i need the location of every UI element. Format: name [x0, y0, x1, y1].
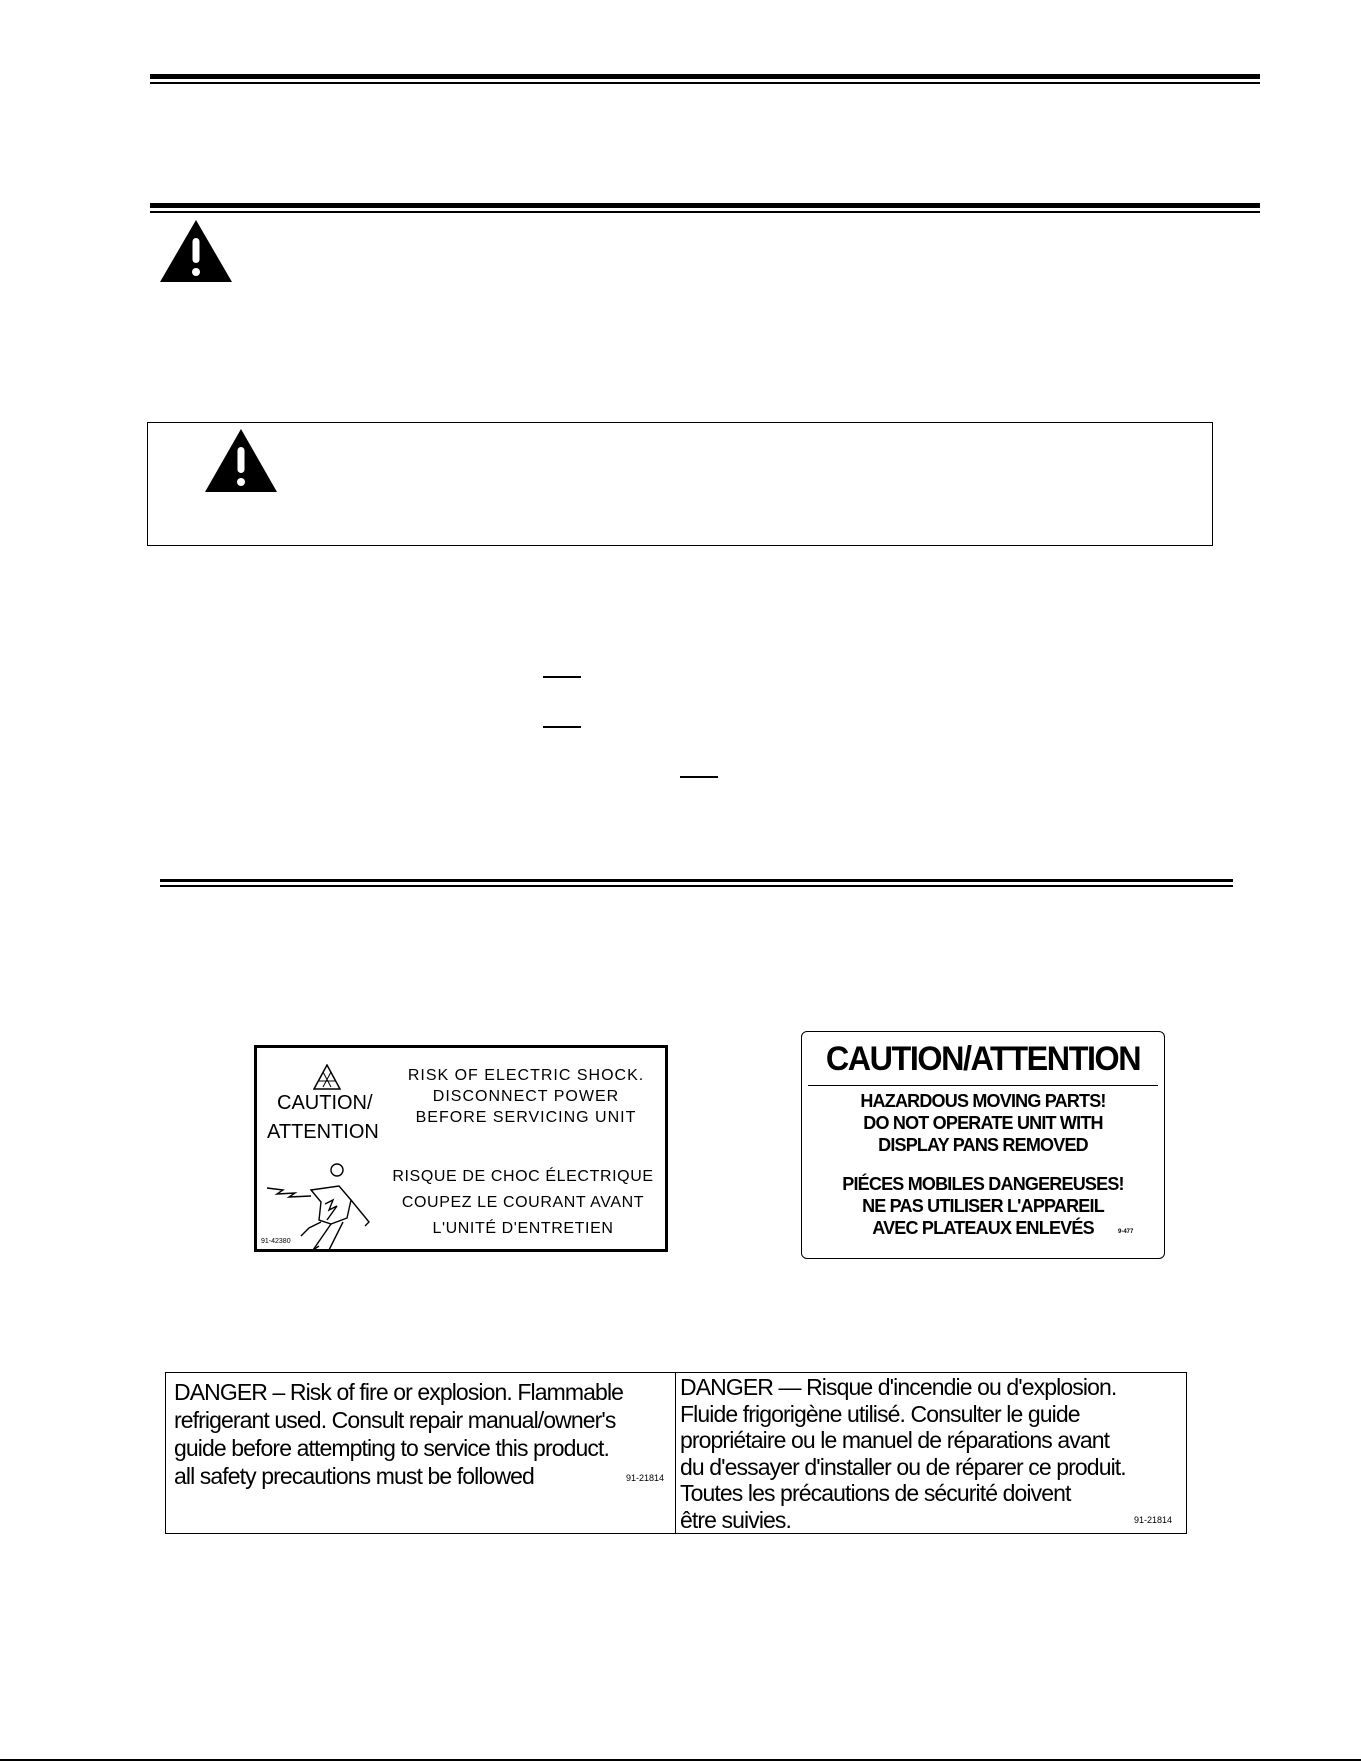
line: L'UNITÉ D'ENTRETIEN — [432, 1220, 614, 1237]
line: du d'essayer d'installer ou de réparer ce produit. — [680, 1453, 1126, 1480]
title-divider — [808, 1085, 1158, 1086]
french-text — [680, 1374, 1126, 1533]
line: DISCONNECT POWER — [432, 1088, 620, 1105]
line: refrigerant used. Consult repair manual/owner's — [174, 1407, 616, 1433]
line: NE PAS UTILISER L'APPAREIL — [862, 1196, 1104, 1216]
line: DANGER – Risk of fire or explosion. Flammable — [174, 1379, 624, 1405]
small-warning-icon — [313, 1064, 341, 1090]
line: AVEC PLATEAUX ENLEVÉS — [872, 1218, 1094, 1238]
line: BEFORE SERVICING UNIT — [415, 1109, 637, 1126]
line: COUPEZ LE COURANT AVANT — [401, 1194, 645, 1211]
top-rule-thin — [150, 82, 1260, 84]
english-warning — [391, 1065, 661, 1128]
labels-rule-thin — [160, 885, 1233, 887]
label-code: 91-21814 — [626, 1473, 665, 1483]
top-rule-thick — [150, 74, 1260, 79]
line: DANGER — Risque d'incendie ou d'explosion. — [680, 1374, 1117, 1400]
label-code: 91-21814 — [1134, 1515, 1173, 1525]
label-code: 91-42380 — [261, 1238, 291, 1245]
caution-title: CAUTION/ATTENTION — [825, 1040, 1141, 1078]
line: guide before attempting to service this product. — [174, 1435, 609, 1461]
line: DISPLAY PANS REMOVED — [878, 1135, 1088, 1155]
line: RISK OF ELECTRIC SHOCK. — [407, 1067, 645, 1084]
warning-box — [147, 422, 1213, 546]
english-warning — [802, 1090, 1164, 1156]
line: Fluide frigorigène utilisé. Consulter le guide — [680, 1400, 1080, 1427]
english-cell — [166, 1373, 676, 1533]
labels-rule-thick — [160, 879, 1233, 882]
line: propriétaire ou le manuel de réparations avant — [680, 1427, 1110, 1453]
underline-mark — [543, 676, 581, 678]
french-warning — [802, 1173, 1164, 1239]
caution-word: CAUTION/ — [277, 1092, 373, 1114]
underline-mark — [680, 776, 718, 778]
line: être suivies. — [680, 1506, 792, 1533]
french-warning — [385, 1164, 661, 1242]
electric-shock-label — [254, 1045, 668, 1252]
section-rule-thin — [150, 211, 1260, 213]
refrigerant-danger-label — [165, 1372, 1187, 1534]
line: DO NOT OPERATE UNIT WITH — [863, 1113, 1103, 1133]
line: Toutes les précautions de sécurité doivent — [680, 1480, 1071, 1506]
french-cell — [676, 1373, 1186, 1533]
moving-parts-label — [801, 1031, 1165, 1259]
line: PIÉCES MOBILES DANGEREUSES! — [842, 1174, 1124, 1194]
attention-word: ATTENTION — [267, 1121, 379, 1143]
line: all safety precautions must be followed — [174, 1463, 534, 1489]
line: HAZARDOUS MOVING PARTS! — [860, 1091, 1106, 1111]
line: RISQUE DE CHOC ÉLECTRIQUE — [392, 1168, 654, 1185]
warning-triangle-icon — [203, 427, 279, 494]
label-code: 9-477 — [1118, 1229, 1134, 1235]
warning-triangle-icon — [158, 218, 234, 284]
underline-mark — [543, 726, 581, 728]
english-text — [174, 1378, 623, 1490]
section-rule-thick — [150, 203, 1260, 208]
